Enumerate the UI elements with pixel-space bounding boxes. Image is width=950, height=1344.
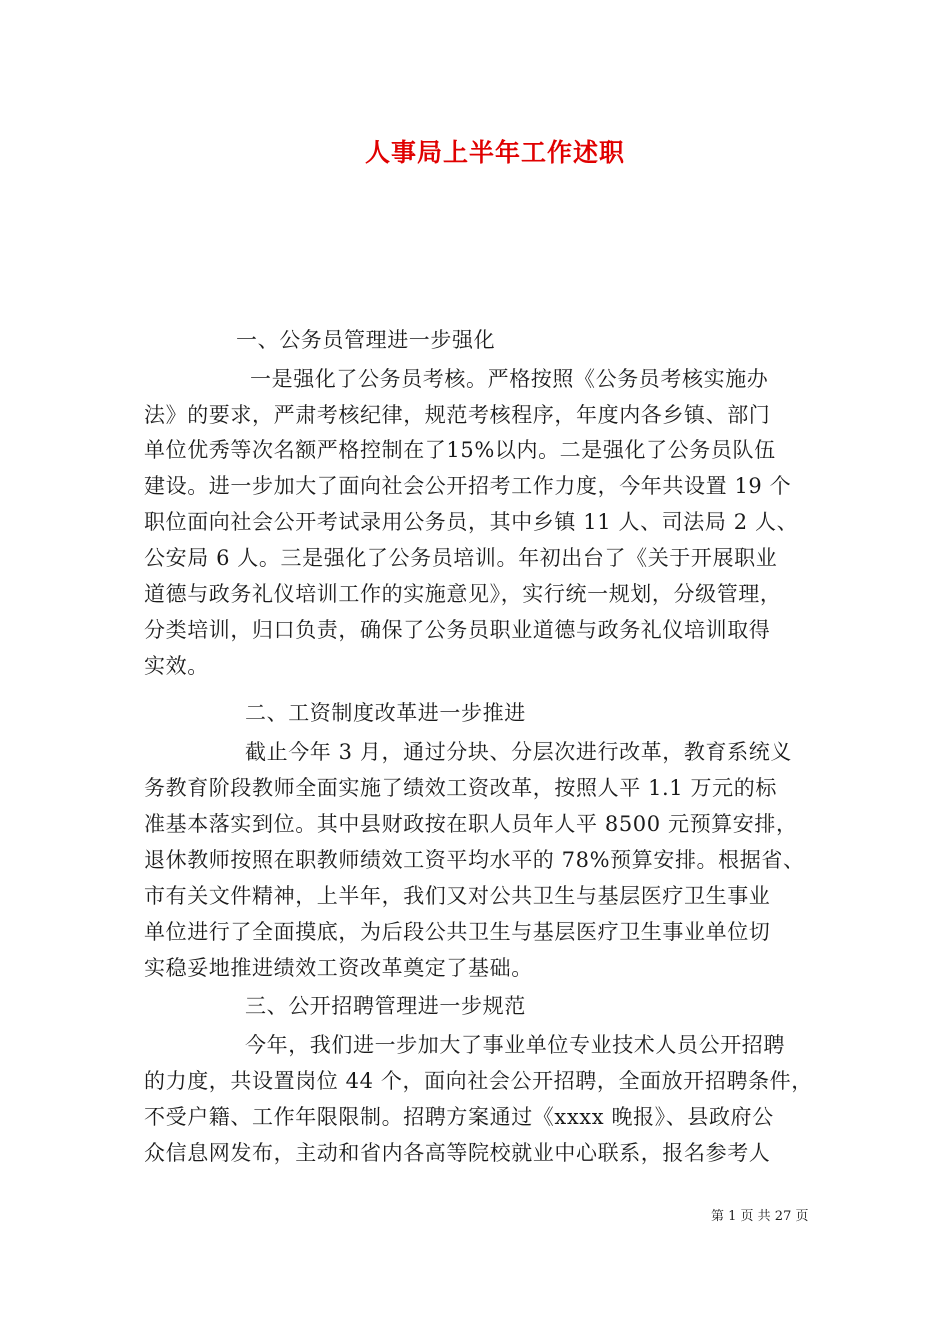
paragraph-line: 准基本落实到位。其中县财政按在职人员年人平 8500 元预算安排， — [144, 812, 798, 836]
paragraph-line: 退休教师按照在职教师绩效工资平均水平的 78%预算安排。根据省、 — [144, 848, 805, 872]
section-heading-1: 一、公务员管理进一步强化 — [236, 328, 496, 352]
paragraph-line: 道德与政务礼仪培训工作的实施意见》，实行统一规划，分级管理， — [144, 582, 782, 606]
paragraph-line: 法》的要求，严肃考核纪律，规范考核程序，年度内各乡镇、部门 — [144, 403, 771, 427]
page-number: 第 1 页 共 27 页 — [711, 1209, 809, 1224]
paragraph-line: 建设。进一步加大了面向社会公开招考工作力度，今年共设置 19 个 — [144, 474, 792, 498]
paragraph-line: 职位面向社会公开考试录用公务员，其中乡镇 11 人、司法局 2 人、 — [144, 510, 799, 534]
paragraph-line: 的力度，共设置岗位 44 个，面向社会公开招聘，全面放开招聘条件， — [144, 1069, 813, 1093]
paragraph-line: 截止今年 3 月，通过分块、分层次进行改革，教育系统义 — [245, 740, 792, 764]
section-heading-2: 二、工资制度改革进一步推进 — [245, 701, 526, 725]
paragraph-line: 分类培训，归口负责，确保了公务员职业道德与政务礼仪培训取得 — [144, 618, 771, 642]
paragraph-line: 众信息网发布，主动和省内各高等院校就业中心联系，报名参考人 — [144, 1141, 771, 1165]
paragraph-line: 实稳妥地推进绩效工资改革奠定了基础。 — [144, 956, 533, 980]
paragraph-line: 单位优秀等次名额严格控制在了15%以内。二是强化了公务员队伍 — [144, 438, 776, 462]
paragraph-line: 今年，我们进一步加大了事业单位专业技术人员公开招聘 — [245, 1033, 785, 1057]
paragraph-line: 不受户籍、工作年限限制。招聘方案通过《xxxx 晚报》、县政府公 — [144, 1105, 774, 1129]
paragraph-line: 市有关文件精神，上半年，我们又对公共卫生与基层医疗卫生事业 — [144, 884, 771, 908]
paragraph-line: 单位进行了全面摸底，为后段公共卫生与基层医疗卫生事业单位切 — [144, 920, 771, 944]
paragraph-line: 公安局 6 人。三是强化了公务员培训。年初出台了《关于开展职业 — [144, 546, 778, 570]
paragraph-line: 实效。 — [144, 654, 209, 678]
paragraph-line: 务教育阶段教师全面实施了绩效工资改革，按照人平 1.1 万元的标 — [144, 776, 777, 800]
paragraph-line: 一是强化了公务员考核。严格按照《公务员考核实施办 — [250, 367, 769, 391]
section-heading-3: 三、公开招聘管理进一步规范 — [245, 994, 526, 1018]
document-title: 人事局上半年工作述职 — [364, 138, 625, 167]
